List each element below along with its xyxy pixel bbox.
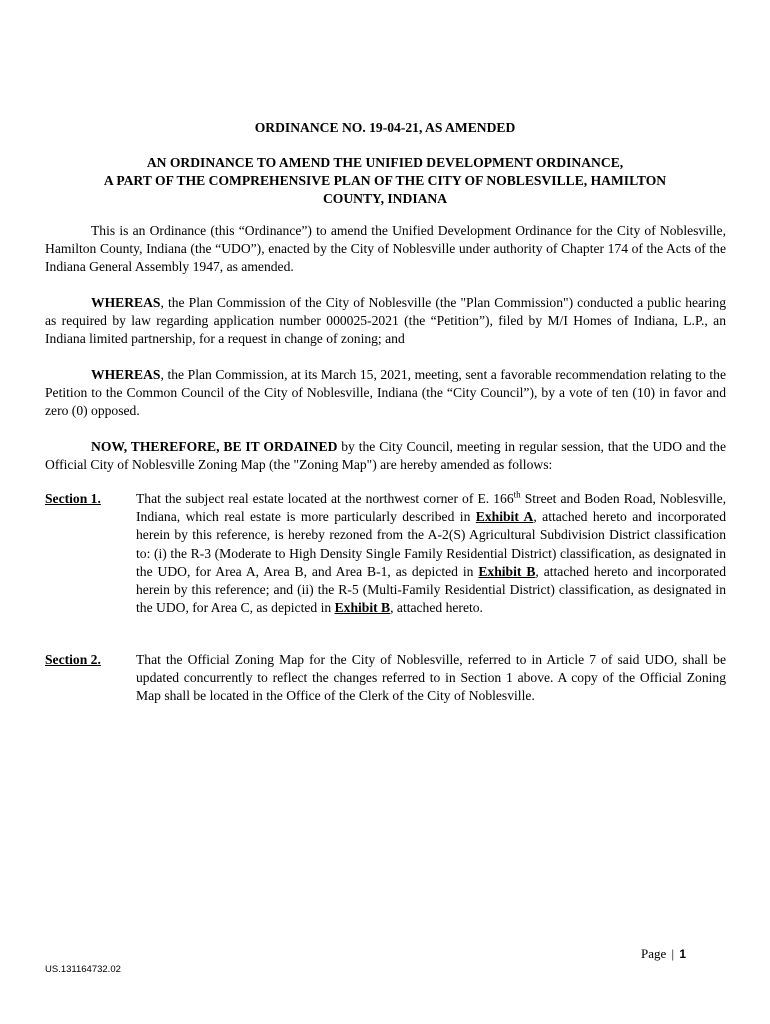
exhibit-a-reference: Exhibit A <box>475 509 534 525</box>
title-line-2: A PART OF THE COMPREHENSIVE PLAN OF THE CITY OF NOBLESVILLE, HAMILTON <box>103 173 667 188</box>
whereas-lead-1: WHEREAS <box>91 295 161 310</box>
intro-paragraph: This is an Ordinance (this “Ordinance”) to amend the Unified Development Ordinance for the City of Noblesville, Hamilton County, Indiana (the “UDO”), enacted by the City of Noblesville under authority of Chapter 174 of the Acts of the Indiana General Assembly 1947, as amended. <box>45 223 726 275</box>
ordinance-number: ORDINANCE NO. 19-04-21, AS AMENDED <box>254 120 516 135</box>
ordained-text: by the City Council, meeting in regular session, that the UDO and the Official City of Noblesville Zoning Map (the "Zoning Map") are hereby amended as follows: <box>45 439 726 473</box>
whereas-paragraph-2 <box>45 366 726 421</box>
page-number-value: 1 <box>679 947 687 961</box>
whereas-text-1: , the Plan Commission of the City of Noblesville (the "Plan Commission") conducted a public hearing as required by law regarding application number 000025-2021 (the “Petition”), filed by M/I Homes of Indiana, L.P., an Indiana limited partnership, for a request in change of zoning; and <box>45 295 726 347</box>
exhibit-b-reference-1: Exhibit B <box>478 563 536 579</box>
section-1-part-b: Street and Boden Road, Noblesville, Indiana, which real estate is more particularly described in <box>136 491 726 525</box>
whereas-lead-2: WHEREAS <box>91 367 161 382</box>
whereas-text-2: , the Plan Commission, at its March 15, 2021, meeting, sent a favorable recommendation relating to the Petition to the Common Council of the City of Noblesville, Indiana (the “City Council”), by a vote of ten (10) in favor and zero (0) opposed. <box>45 367 726 419</box>
section-1-part-c: , attached hereto and incorporated herein by this reference, is hereby rezoned from the A-2(S) Agricultural Subdivision District classification to: (i) the R-3 (Moderate to High Density Single Family Residential District) classification, as designated in the UDO, for Area A, Area B, and Area B-1, as depicted in <box>136 509 727 579</box>
title-line-3: COUNTY, INDIANA <box>322 191 448 206</box>
ordinance-title <box>0 154 770 208</box>
section-1-part-d: , attached hereto and incorporated herein by this reference; and (ii) the R-5 (Multi-Family Residential District) classification, as designated in the UDO, for Area C, as depicted in <box>136 563 726 616</box>
ordained-lead: NOW, THEREFORE, BE IT ORDAINED <box>91 439 338 454</box>
section-1-label: Section 1. <box>45 491 101 506</box>
ordained-paragraph <box>45 438 726 474</box>
section-1-part-a: That the subject real estate located at the northwest corner of E. 166 <box>136 491 514 506</box>
page-label: Page <box>641 946 667 961</box>
section-2-label: Section 2. <box>45 652 101 667</box>
whereas-paragraph-1 <box>45 294 726 349</box>
section-1-part-e: , attached hereto. <box>390 600 483 616</box>
section-2-text: That the Official Zoning Map for the City of Noblesville, referred to in Article 7 of said UDO, shall be updated concurrently to reflect the changes referred to in Section 1 above. A copy of the Official Zoning Map shall be located in the Office of the Clerk of the City of Noblesville. <box>136 652 726 704</box>
title-line-1: AN ORDINANCE TO AMEND THE UNIFIED DEVELOPMENT ORDINANCE, <box>146 155 624 170</box>
section-1-superscript: th <box>513 489 521 500</box>
section-1-text <box>136 490 726 617</box>
exhibit-b-reference-2: Exhibit B <box>334 600 391 616</box>
page-separator: | <box>671 946 675 961</box>
document-id: US.131164732.02 <box>45 964 121 975</box>
page-number <box>641 946 686 962</box>
